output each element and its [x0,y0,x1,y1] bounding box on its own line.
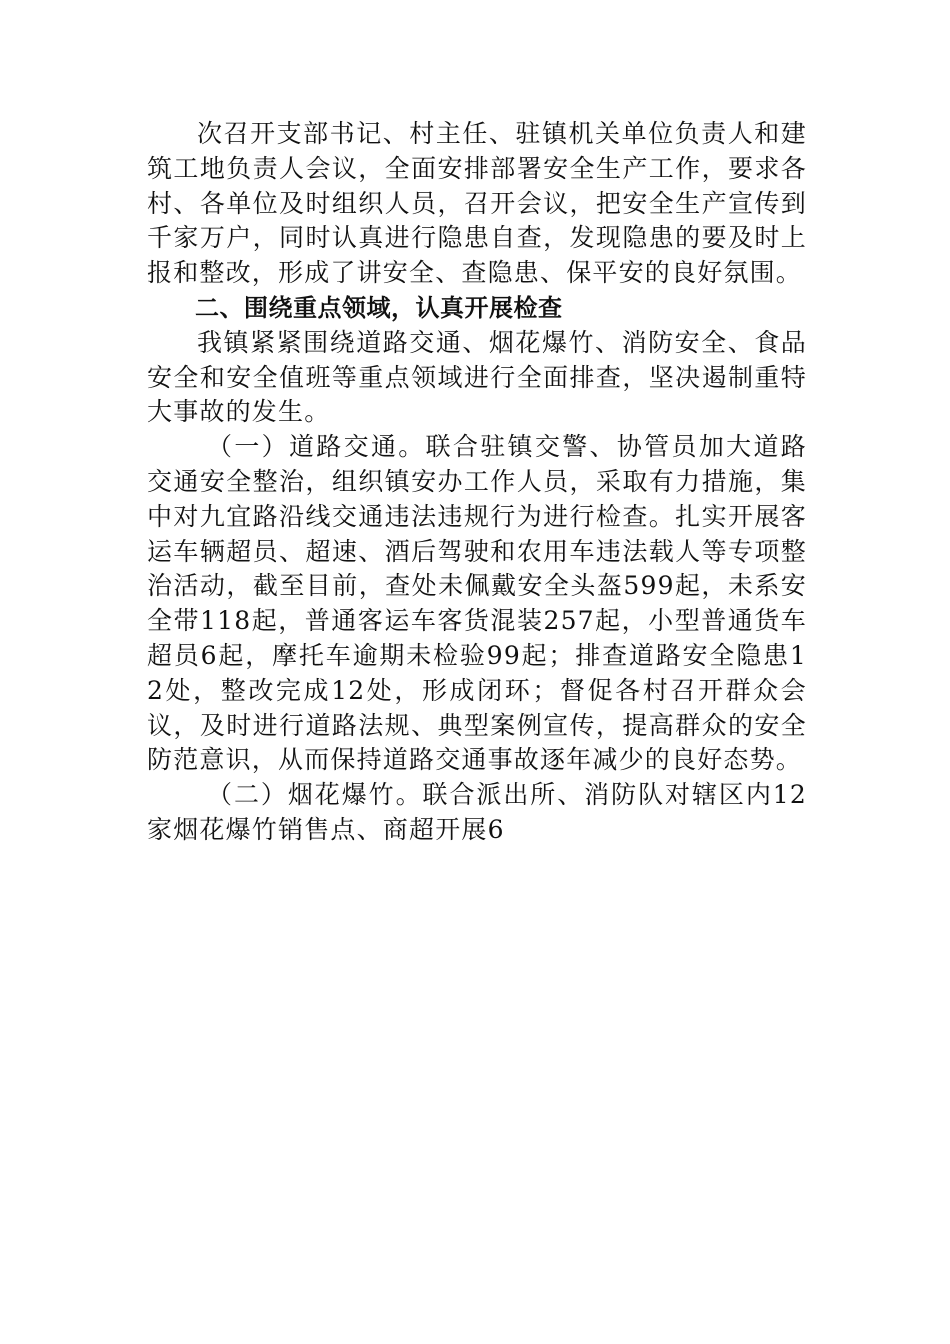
paragraph-road-traffic: （一）道路交通。联合驻镇交警、协管员加大道路交通安全整治，组织镇安办工作人员，采取有力措施，集中对九宜路沿线交通违法违规行为进行检查。扎实开展客运车辆超员、超速、酒后驾驶和农用车违法载人等专项整治活动，截至目前，查处未佩戴安全头盔599起，未系安全带118起，普通客运车客货混装257起，小型普通货车超员6起，摩托车逾期未检验99起；排查道路安全隐患12处，整改完成12处，形成闭环；督促各村召开群众会议，及时进行道路法规、典型案例宣传，提高群众的安全防范意识，从而保持道路交通事故逐年减少的良好态势。 [147,432,807,775]
document-body [147,117,807,848]
section-heading-key-areas: 二、围绕重点领域，认真开展检查 [195,293,563,322]
paragraph-meeting-arrangement: 次召开支部书记、村主任、驻镇机关单位负责人和建筑工地负责人会议，全面安排部署安全生产工作，要求各村、各单位及时组织人员，召开会议，把安全生产宣传到千家万户，同时认真进行隐患自查，发现隐患的要及时上报和整改，形成了讲安全、查隐患、保平安的良好氛围。 [147,119,807,288]
paragraph-fireworks: （二）烟花爆竹。联合派出所、消防队对辖区内12家烟花爆竹销售点、商超开展6 [147,780,807,844]
paragraph-key-areas-intro: 我镇紧紧围绕道路交通、烟花爆竹、消防安全、食品安全和安全值班等重点领域进行全面排查，坚决遏制重特大事故的发生。 [147,327,807,427]
